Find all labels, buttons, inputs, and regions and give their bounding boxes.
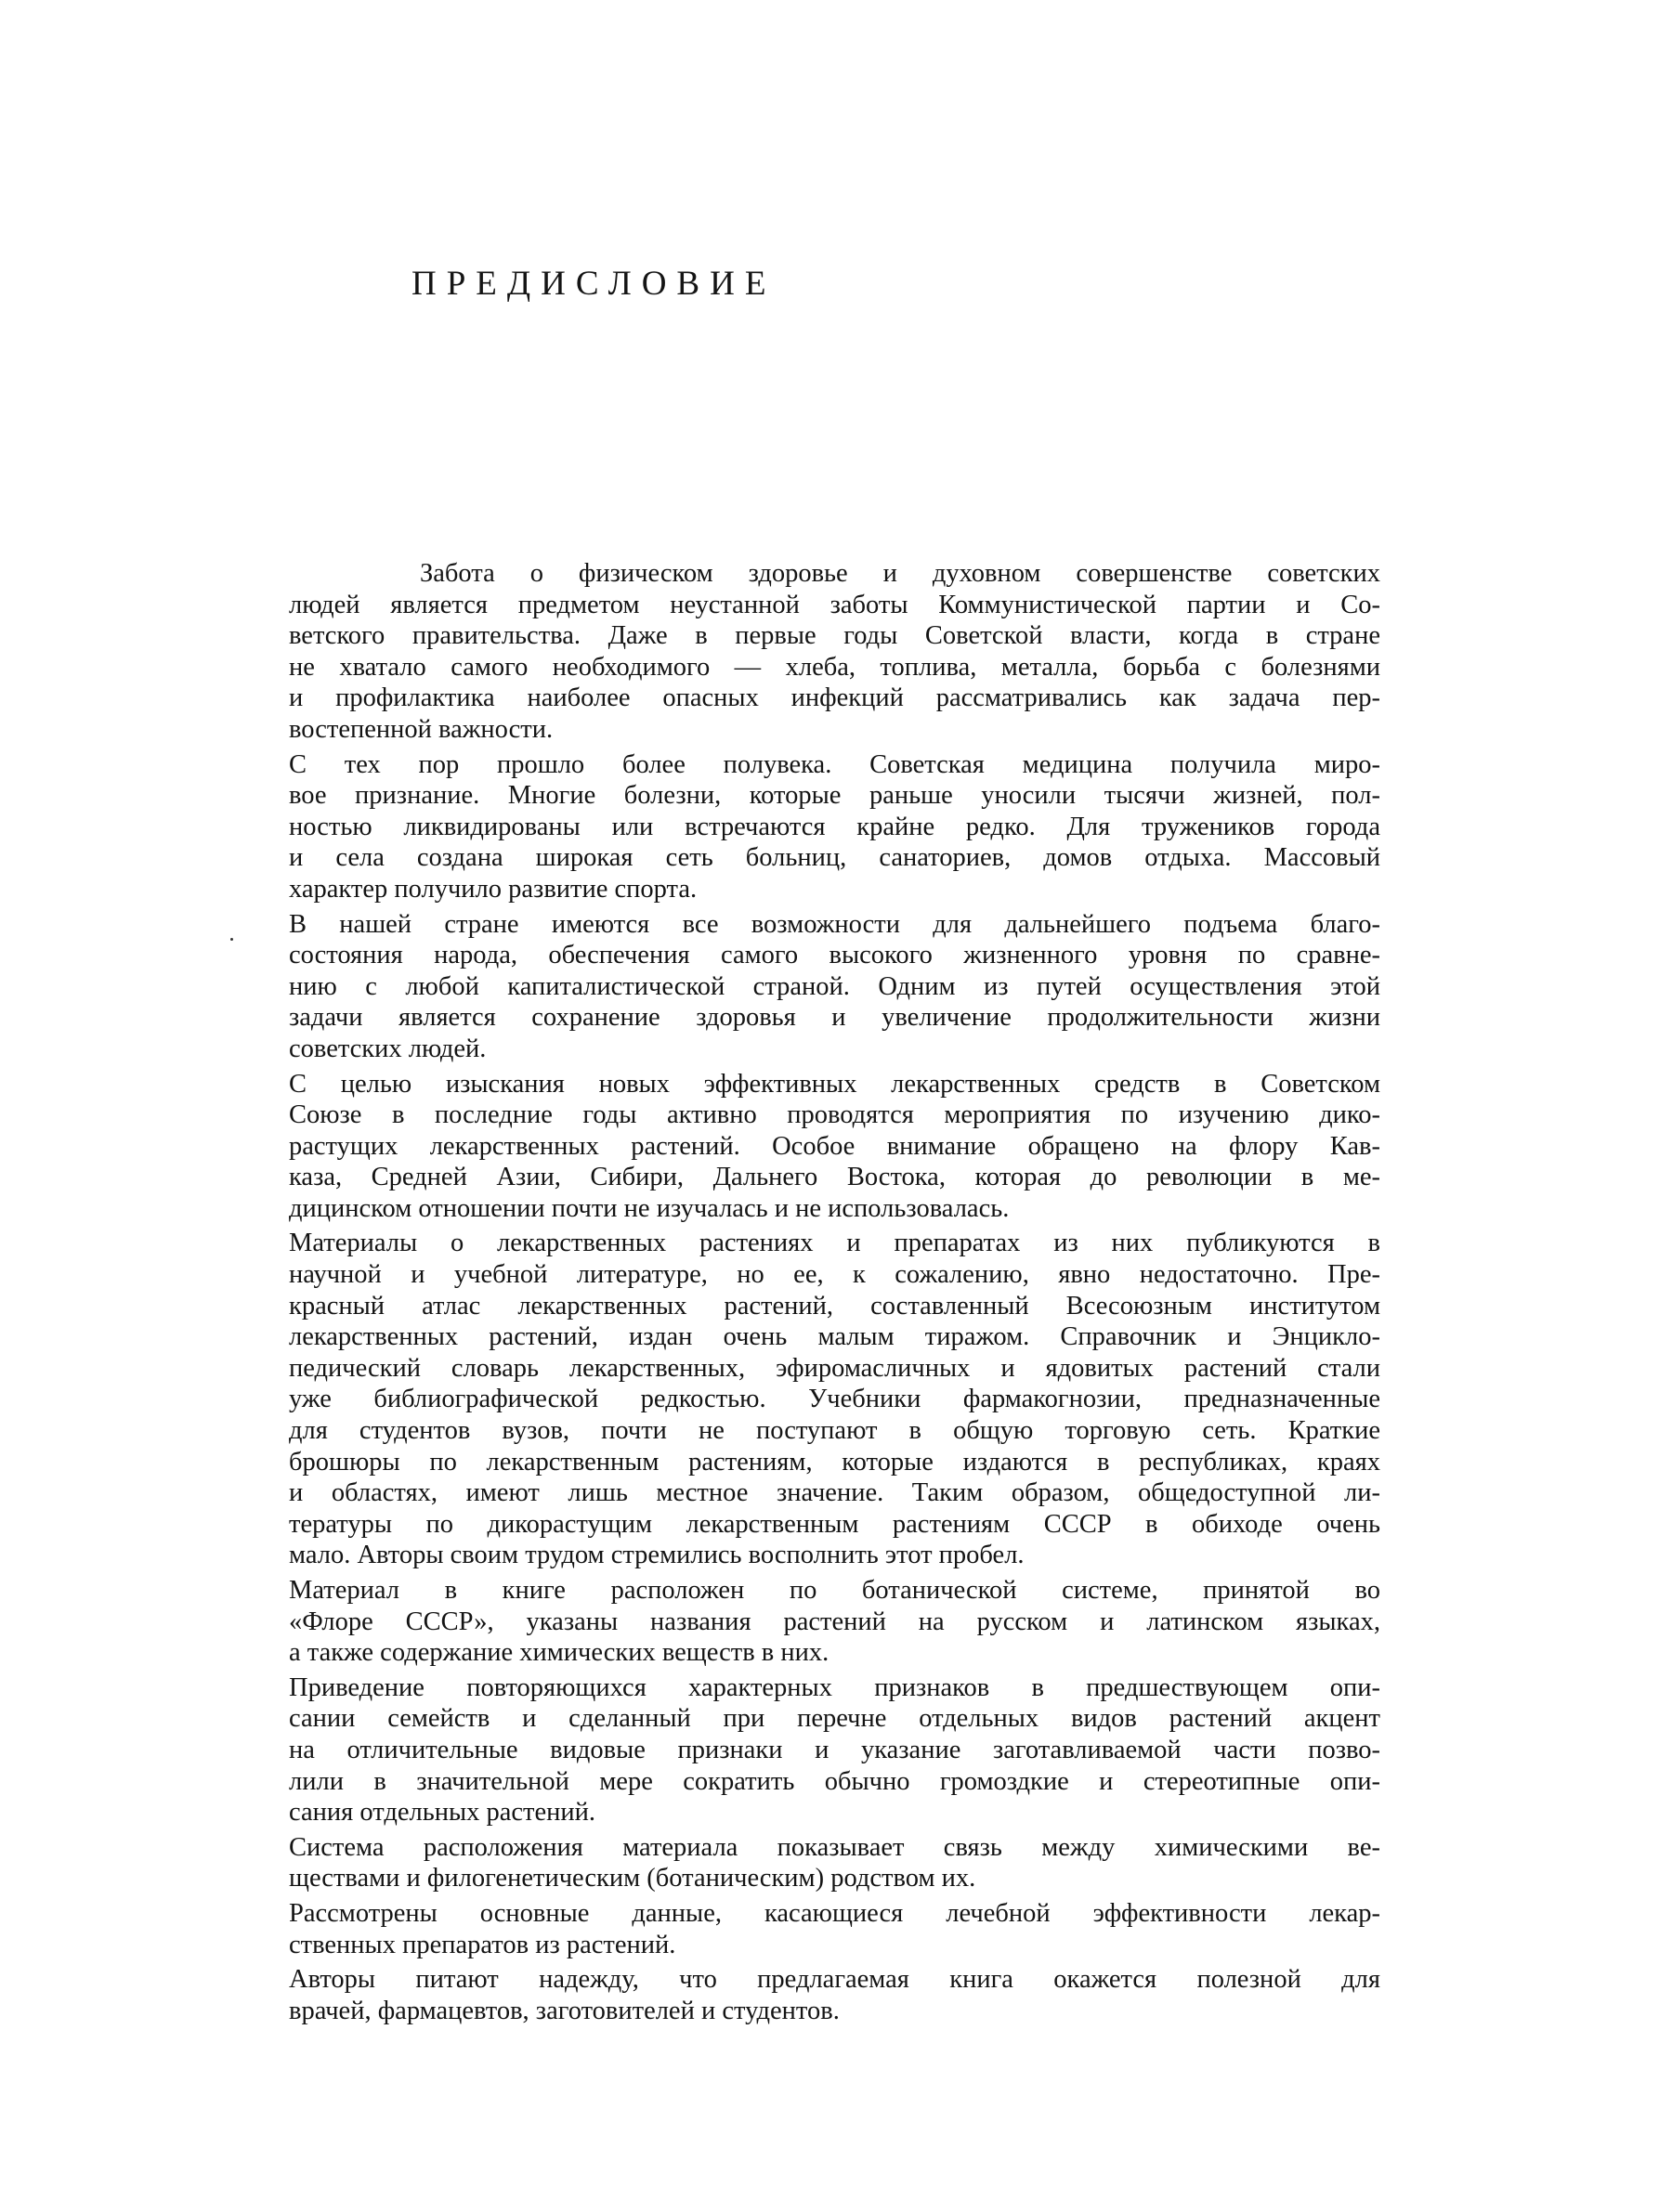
text-line: ществами и филогенетическим (ботаническим) родством их. bbox=[289, 1864, 976, 1893]
paragraph bbox=[289, 1832, 1380, 1894]
text-line: С целью изыскания новых эффективных лекарственных средств в Советском bbox=[289, 1069, 1380, 1099]
text-line: лекарственных растений, издан очень малым тиражом. Справочник и Энцикло- bbox=[289, 1322, 1380, 1352]
text-line: вое признание. Многие болезни, которые раньше уносили тысячи жизней, пол- bbox=[289, 781, 1380, 811]
text-line: Приведение повторяющихся характерных признаков в предшествующем опи- bbox=[289, 1672, 1380, 1702]
text-line: советских людей. bbox=[289, 1034, 487, 1063]
text-line: для студентов вузов, почти не поступают в общую торговую сеть. Краткие bbox=[289, 1416, 1380, 1446]
text-line: педический словарь лекарственных, эфиромасличных и ядовитых растений стали bbox=[289, 1353, 1380, 1383]
text-line: лили в значительной мере сократить обычно громоздкие и стереотипные опи- bbox=[289, 1766, 1380, 1796]
text-line: Забота о физическом здоровье и духовном совершенстве советских bbox=[420, 559, 1380, 588]
text-line: красный атлас лекарственных растений, составленный Всесоюзным институтом bbox=[289, 1291, 1380, 1321]
text-line: Авторы питают надежду, что предлагаемая книга окажется полезной для bbox=[289, 1965, 1380, 1995]
text-line: на отличительные видовые признаки и указание заготавливаемой части позво- bbox=[289, 1735, 1380, 1764]
text-line: каза, Средней Азии, Сибири, Дальнего Востока, которая до революции в ме- bbox=[289, 1163, 1380, 1192]
paragraph bbox=[289, 1898, 1380, 1960]
paragraph bbox=[289, 909, 1380, 1065]
text-line: дицинском отношении почти не изучалась и не использовалась. bbox=[289, 1193, 1010, 1223]
paragraph bbox=[289, 1575, 1380, 1669]
text-line: мало. Авторы своим трудом стремились восполнить этот пробел. bbox=[289, 1541, 1025, 1570]
text-line: Союзе в последние годы активно проводятся мероприятия по изучению дико- bbox=[289, 1100, 1380, 1130]
text-line: тературы по дикорастущим лекарственным растениям СССР в обиходе очень bbox=[289, 1509, 1380, 1539]
text-line: ностью ликвидированы или встречаются крайне редко. Для тружеников города bbox=[289, 812, 1380, 841]
text-line: «Флоре СССР», указаны названия растений на русском и латинском языках, bbox=[289, 1607, 1380, 1636]
text-line: Материалы о лекарственных растениях и препаратах из них публикуются в bbox=[289, 1229, 1380, 1258]
text-line: врачей, фармацевтов, заготовителей и студентов. bbox=[289, 1996, 840, 2025]
text-line: С тех пор прошло более полувека. Советская медицина получила миро- bbox=[289, 749, 1380, 779]
margin-speck bbox=[230, 938, 233, 941]
text-line: состояния народа, обеспечения самого высокого жизненного уровня по сравне- bbox=[289, 941, 1380, 970]
paragraph bbox=[289, 749, 1380, 905]
text-line: Рассмотрены основные данные, касающиеся лечебной эффективности лекар- bbox=[289, 1898, 1380, 1928]
text-line: брошюры по лекарственным растениям, которые издаются в республиках, краях bbox=[289, 1447, 1380, 1477]
paragraph bbox=[289, 1069, 1380, 1225]
paragraph bbox=[289, 1228, 1380, 1571]
paragraph bbox=[289, 1672, 1380, 1828]
text-line: востепенной важности. bbox=[289, 714, 554, 744]
text-line: сании семейств и сделанный при перечне отдельных видов растений акцент bbox=[289, 1704, 1380, 1734]
text-line: Материал в книге расположен по ботанической системе, принятой во bbox=[289, 1576, 1380, 1605]
paragraph bbox=[289, 558, 1380, 746]
text-line: не хватало самого необходимого — хлеба, топлива, металла, борьба с болезнями bbox=[289, 652, 1380, 682]
text-line: В нашей стране имеются все возможности для дальнейшего подъема благо- bbox=[289, 909, 1380, 939]
page-title: ПРЕДИСЛОВИЕ bbox=[411, 265, 777, 303]
text-line: и села создана широкая сеть больниц, санаториев, домов отдыха. Массовый bbox=[289, 843, 1380, 873]
text-line: характер получило развитие спорта. bbox=[289, 874, 698, 904]
text-line: и областях, имеют лишь местное значение. Таким образом, общедоступной ли- bbox=[289, 1478, 1380, 1508]
preface-body bbox=[289, 558, 1380, 2030]
text-line: уже библиографической редкостью. Учебники фармакогнозии, предназначенные bbox=[289, 1385, 1380, 1414]
text-line: задачи является сохранение здоровья и увеличение продолжительности жизни bbox=[289, 1003, 1380, 1033]
text-line: Система расположения материала показывает связь между химическими ве- bbox=[289, 1832, 1380, 1862]
text-line: нию с любой капиталистической страной. Одним из путей осуществления этой bbox=[289, 971, 1380, 1001]
paragraph bbox=[289, 1964, 1380, 2026]
text-line: людей является предметом неустанной заботы Коммунистической партии и Со- bbox=[289, 590, 1380, 619]
text-line: ственных препаратов из растений. bbox=[289, 1930, 676, 1959]
text-line: сания отдельных растений. bbox=[289, 1798, 596, 1828]
text-line: научной и учебной литературе, но ее, к сожалению, явно недостаточно. Пре- bbox=[289, 1260, 1380, 1290]
text-line: а также содержание химических веществ в них. bbox=[289, 1638, 830, 1668]
text-line: растущих лекарственных растений. Особое внимание обращено на флору Кав- bbox=[289, 1131, 1380, 1161]
text-line: ветского правительства. Даже в первые годы Советской власти, когда в стране bbox=[289, 621, 1380, 651]
text-line: и профилактика наиболее опасных инфекций рассматривались как задача пер- bbox=[289, 683, 1380, 713]
